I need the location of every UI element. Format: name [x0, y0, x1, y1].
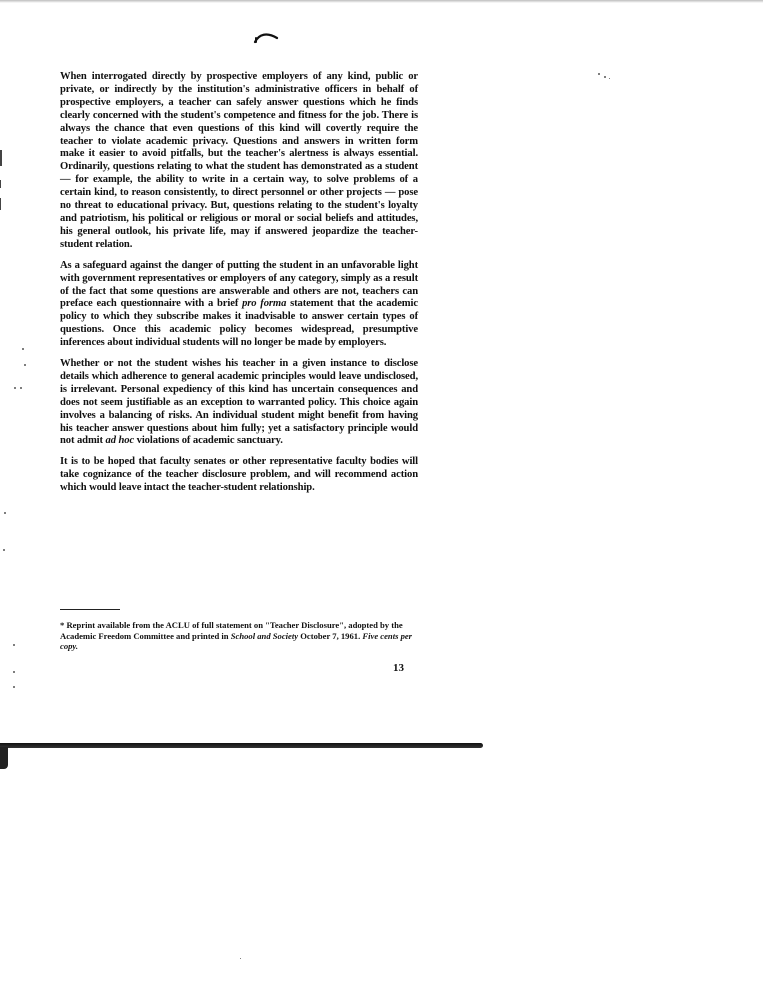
paragraph-text: violations of academic sanctuary.	[136, 435, 283, 447]
footnote-date: October 7, 1961.	[300, 630, 361, 641]
scan-speck	[609, 78, 610, 79]
scan-speck	[13, 644, 15, 646]
scan-speck	[20, 387, 22, 389]
page-number: 13	[393, 662, 404, 674]
footnote-price: Five cents per copy.	[60, 630, 413, 652]
scan-speck	[13, 686, 15, 688]
scan-speck	[240, 958, 241, 959]
italic-term: pro forma	[242, 298, 287, 310]
paragraph: When interrogated directly by prospective employers of any kind, public or private, or indirectly by the institution's administrative officers in behalf of prospective employers, a teacher can safely answer questions which he finds clearly concerned with the student's competence and fitness for the job. There is always the chance that even questions of this kind will covertly require the teacher to violate academic privacy. Questions and answers in written form make it easier to avoid pitfalls, but the teacher's alertness is always essential. Ordinarily, questions relating to what the student has demonstrated as a student — for example, the ability to write in a certain way, to solve problems of a certain kind, to reason consistently, to direct personnel or other projects — pose no threat to educational privacy. But, questions relating to the student's loyalty and patriotism, his political or religious or moral or social beliefs and attitudes, his general outlook, his private life, may if answered jeopardize the teacher-student relation.	[60, 71, 418, 250]
bottom-rule	[0, 743, 483, 748]
scan-margin-mark	[0, 150, 2, 166]
scan-speck	[4, 512, 6, 514]
scan-margin-mark	[0, 180, 1, 188]
scan-speck	[13, 671, 15, 673]
footnote	[60, 620, 420, 652]
footnote-text: Reprint available from the ACLU of full statement on "Teacher Disclosure", adopted by the Academic Freedom Committee and printed in	[60, 620, 403, 641]
scan-margin-mark	[0, 198, 1, 210]
paragraph	[60, 260, 418, 350]
paragraph-text: Whether or not the student wishes his teacher in a given instance to disclose details which adherence to general academic principles would leave undisclosed, is irrelevant. Personal expediency of this kind has uncertain consequences and does not seem justifiable as an exception to warranted policy. This choice again involves a balancing of risks. An individual student might benefit from having his teacher answer questions about him fully; yet a satisfactory principle would not admit	[60, 358, 418, 447]
scan-edge-mark	[0, 747, 8, 769]
footnote-marker: *	[60, 620, 65, 630]
paragraph: It is to be hoped that faculty senates or other representative faculty bodies will take cognizance of the teacher disclosure problem, and will recommend action which would leave intact the teacher-student relationship.	[60, 456, 418, 494]
footnote-divider	[60, 609, 120, 610]
footnote-journal: School and Society	[230, 630, 299, 641]
paragraph	[60, 358, 418, 448]
paragraph-text: As a safeguard against the danger of putting the student in an unfavorable light with government representatives or employers of any category, simply as a result of the fact that some questions are answerable and others are not, teachers can preface each questionnaire with a brief	[60, 259, 418, 310]
italic-term: ad hoc	[105, 435, 135, 447]
article-body	[60, 71, 418, 503]
scan-speck	[604, 76, 606, 78]
paragraph-text: statement that the academic policy to which they subscribe makes it inadvisable to answer certain types of questions. Once this academic policy becomes widespread, presumptive inferences about individual students will no longer be made by employers.	[60, 298, 418, 349]
scan-edge	[0, 0, 763, 3]
scan-speck	[598, 73, 600, 75]
scan-speck	[22, 348, 24, 350]
ink-mark	[253, 30, 279, 44]
scan-speck	[24, 364, 26, 366]
scan-speck	[3, 549, 5, 551]
scan-speck	[14, 387, 16, 389]
